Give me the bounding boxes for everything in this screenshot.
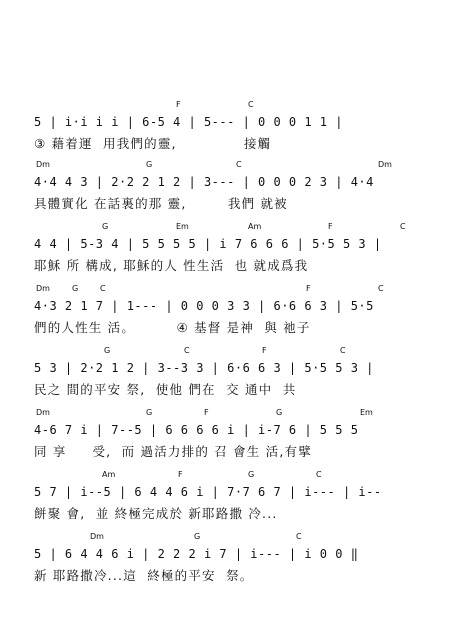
chord-symbol: Am bbox=[102, 470, 116, 479]
chord-row bbox=[0, 160, 474, 172]
chord-symbol: Em bbox=[176, 222, 189, 231]
lyric-line: 同 享 受, 而 過活力排的 召 會生 活,有擘 bbox=[34, 444, 312, 459]
chord-row bbox=[0, 222, 474, 234]
notation-line: 4-6 7 i | 7--5 | 6 6 6 6 i | i-7 6 | 5 5 5 bbox=[34, 423, 359, 437]
lyric-line: 民之 間的平安 祭, 使他 們在 交 通中 共 bbox=[34, 382, 297, 397]
notation-line: 5 | 6 4 4 6 i | 2 2 2 i 7 | i--- | i 0 0 ‖ bbox=[34, 547, 359, 561]
notation-line: 4·4 4 3 | 2·2 2 1 2 | 3--- | 0 0 0 2 3 | 4·4 bbox=[34, 175, 374, 189]
score-system-4 bbox=[0, 284, 474, 340]
lyric-line: 新 耶路撒冷...這 終極的平安 祭。 bbox=[34, 568, 254, 583]
chord-symbol: G bbox=[102, 222, 109, 231]
chord-symbol: Dm bbox=[378, 160, 392, 169]
notation-line: 5 | i·i i i | 6-5 4 | 5--- | 0 0 0 1 1 | bbox=[34, 115, 343, 129]
chord-row bbox=[0, 470, 474, 482]
score-system-5 bbox=[0, 346, 474, 402]
notation-line: 5 3 | 2·2 1 2 | 3--3 3 | 6·6 6 3 | 5·5 5 3 | bbox=[34, 361, 374, 375]
chord-row bbox=[0, 408, 474, 420]
chord-symbol: C bbox=[184, 346, 190, 355]
chord-symbol: G bbox=[194, 532, 201, 541]
chord-symbol: F bbox=[204, 408, 209, 417]
chord-symbol: F bbox=[262, 346, 267, 355]
chord-symbol: C bbox=[400, 222, 406, 231]
score-system-3 bbox=[0, 222, 474, 278]
chord-symbol: C bbox=[248, 100, 254, 109]
chord-symbol: G bbox=[104, 346, 111, 355]
notation-line: 5 7 | i--5 | 6 4 4 6 i | 7·7 6 7 | i--- | i-- bbox=[34, 485, 382, 499]
notation-line: 4·3 2 1 7 | 1--- | 0 0 0 3 3 | 6·6 6 3 | 5·5 bbox=[34, 299, 374, 313]
lyric-line: 耶穌 所 構成, 耶穌的人 性生活 也 就成爲我 bbox=[34, 258, 309, 273]
score-system-1 bbox=[0, 100, 474, 156]
chord-symbol: Dm bbox=[90, 532, 104, 541]
chord-symbol: Dm bbox=[36, 408, 50, 417]
chord-symbol: F bbox=[306, 284, 311, 293]
chord-row bbox=[0, 532, 474, 544]
chord-symbol: G bbox=[146, 160, 153, 169]
chord-symbol: C bbox=[378, 284, 384, 293]
chord-row bbox=[0, 284, 474, 296]
lyric-line: ③ 藉着運 用我們的靈, 接觸 bbox=[34, 136, 272, 151]
chord-symbol: G bbox=[276, 408, 283, 417]
chord-symbol: C bbox=[316, 470, 322, 479]
score-system-6 bbox=[0, 408, 474, 464]
lyric-line: 們的人性生 活。 ④ 基督 是神 與 祂子 bbox=[34, 320, 311, 335]
lyric-line: 餅聚 會, 並 終極完成於 新耶路撒 冷... bbox=[34, 506, 278, 521]
chord-symbol: Em bbox=[360, 408, 373, 417]
chord-symbol: G bbox=[248, 470, 255, 479]
chord-symbol: F bbox=[178, 470, 183, 479]
chord-symbol: F bbox=[328, 222, 333, 231]
chord-row bbox=[0, 346, 474, 358]
score-system-7 bbox=[0, 470, 474, 526]
chord-symbol: Dm bbox=[36, 160, 50, 169]
chord-symbol: Dm bbox=[36, 284, 50, 293]
score-system-8 bbox=[0, 532, 474, 588]
chord-symbol: G bbox=[146, 408, 153, 417]
chord-row bbox=[0, 100, 474, 112]
lyric-line: 具體實化 在話裏的那 靈, 我們 就被 bbox=[34, 196, 288, 211]
chord-symbol: F bbox=[176, 100, 181, 109]
chord-symbol: C bbox=[100, 284, 106, 293]
chord-symbol: C bbox=[340, 346, 346, 355]
notation-line: 4 4 | 5-3 4 | 5 5 5 5 | i 7 6 6 6 | 5·5 5 3 | bbox=[34, 237, 382, 251]
chord-symbol: C bbox=[236, 160, 242, 169]
chord-symbol: G bbox=[72, 284, 79, 293]
score-system-2 bbox=[0, 160, 474, 216]
chord-symbol: C bbox=[296, 532, 302, 541]
chord-symbol: Am bbox=[248, 222, 262, 231]
